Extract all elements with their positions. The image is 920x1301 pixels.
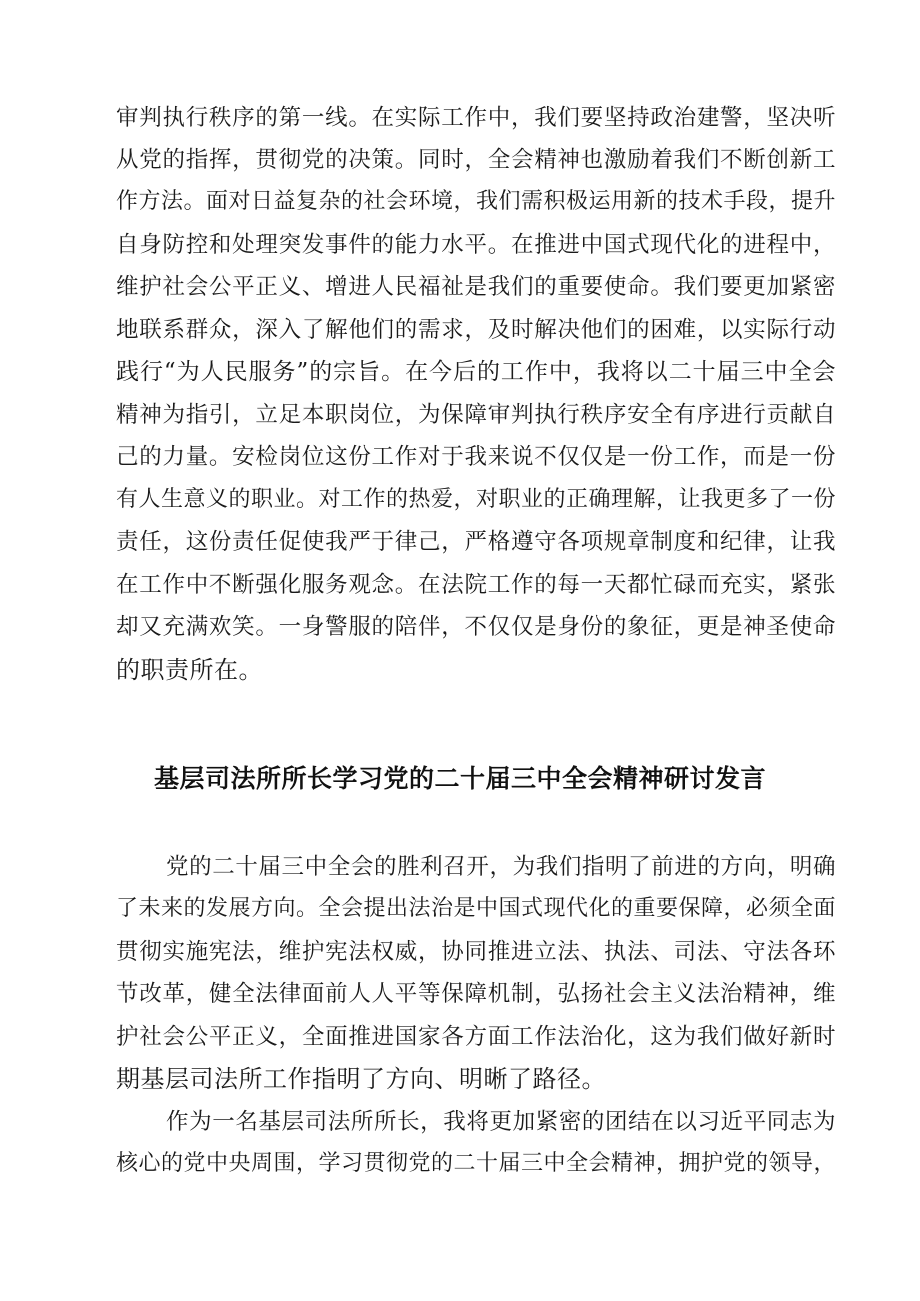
- text-line: 在工作中不断强化服务观念。在法院工作的每一天都忙碌而充实，紧张: [116, 572, 836, 598]
- text-line: 期基层司法所工作指明了方向、明晰了路径。: [116, 1065, 606, 1093]
- text-line: 自身防控和处理突发事件的能力水平。在推进中国式现代化的进程中，: [116, 232, 836, 258]
- text-line: 精神为指引，立足本职岗位，为保障审判执行秩序安全有序进行贡献自: [116, 402, 836, 428]
- text-line: 的职责所在。: [116, 656, 263, 684]
- text-line: 己的力量。安检岗位这份工作对于我来说不仅仅是一份工作，而是一份: [116, 444, 836, 470]
- text-line: 践行“为人民服务”的宗旨。在今后的工作中，我将以二十届三中全会: [116, 359, 836, 385]
- text-line: 党的二十届三中全会的胜利召开，为我们指明了前进的方向，明确: [166, 854, 836, 880]
- section-heading: 基层司法所所长学习党的二十届三中全会精神研讨发言: [153, 764, 766, 793]
- text-line: 作为一名基层司法所所长，我将更加紧密的团结在以习近平同志为: [166, 1109, 836, 1135]
- text-line: 了未来的发展方向。全会提出法治是中国式现代化的重要保障，必须全面: [116, 896, 837, 921]
- text-line: 地联系群众，深入了解他们的需求，及时解决他们的困难，以实际行动: [116, 317, 836, 343]
- text-line: 责任，这份责任促使我严于律己，严格遵守各项规章制度和纪律，让我: [116, 529, 836, 555]
- text-line: 节改革，健全法律面前人人平等保障机制，弘扬社会主义法治精神，维: [116, 981, 836, 1007]
- text-line: 核心的党中央周围，学习贯彻党的二十届三中全会精神，拥护党的领导，: [116, 1151, 837, 1176]
- text-line: 从党的指挥，贯彻党的决策。同时，全会精神也激励着我们不断创新工: [116, 147, 836, 173]
- text-line: 审判执行秩序的第一线。在实际工作中，我们要坚持政治建警，坚决听: [116, 105, 836, 131]
- text-line: 却又充满欢笑。一身警服的陪伴，不仅仅是身份的象征，更是神圣使命: [116, 614, 836, 640]
- text-line: 作方法。面对日益复杂的社会环境，我们需积极运用新的技术手段，提升: [116, 189, 837, 214]
- text-line: 维护社会公平正义、增进人民福祉是我们的重要使命。我们要更加紧密: [116, 274, 836, 300]
- text-line: 贯彻实施宪法，维护宪法权威，协同推进立法、执法、司法、守法各环: [116, 939, 836, 965]
- text-line: 护社会公平正义，全面推进国家各方面工作法治化，这为我们做好新时: [116, 1024, 836, 1050]
- text-line: 有人生意义的职业。对工作的热爱，对职业的正确理解，让我更多了一份: [116, 487, 837, 512]
